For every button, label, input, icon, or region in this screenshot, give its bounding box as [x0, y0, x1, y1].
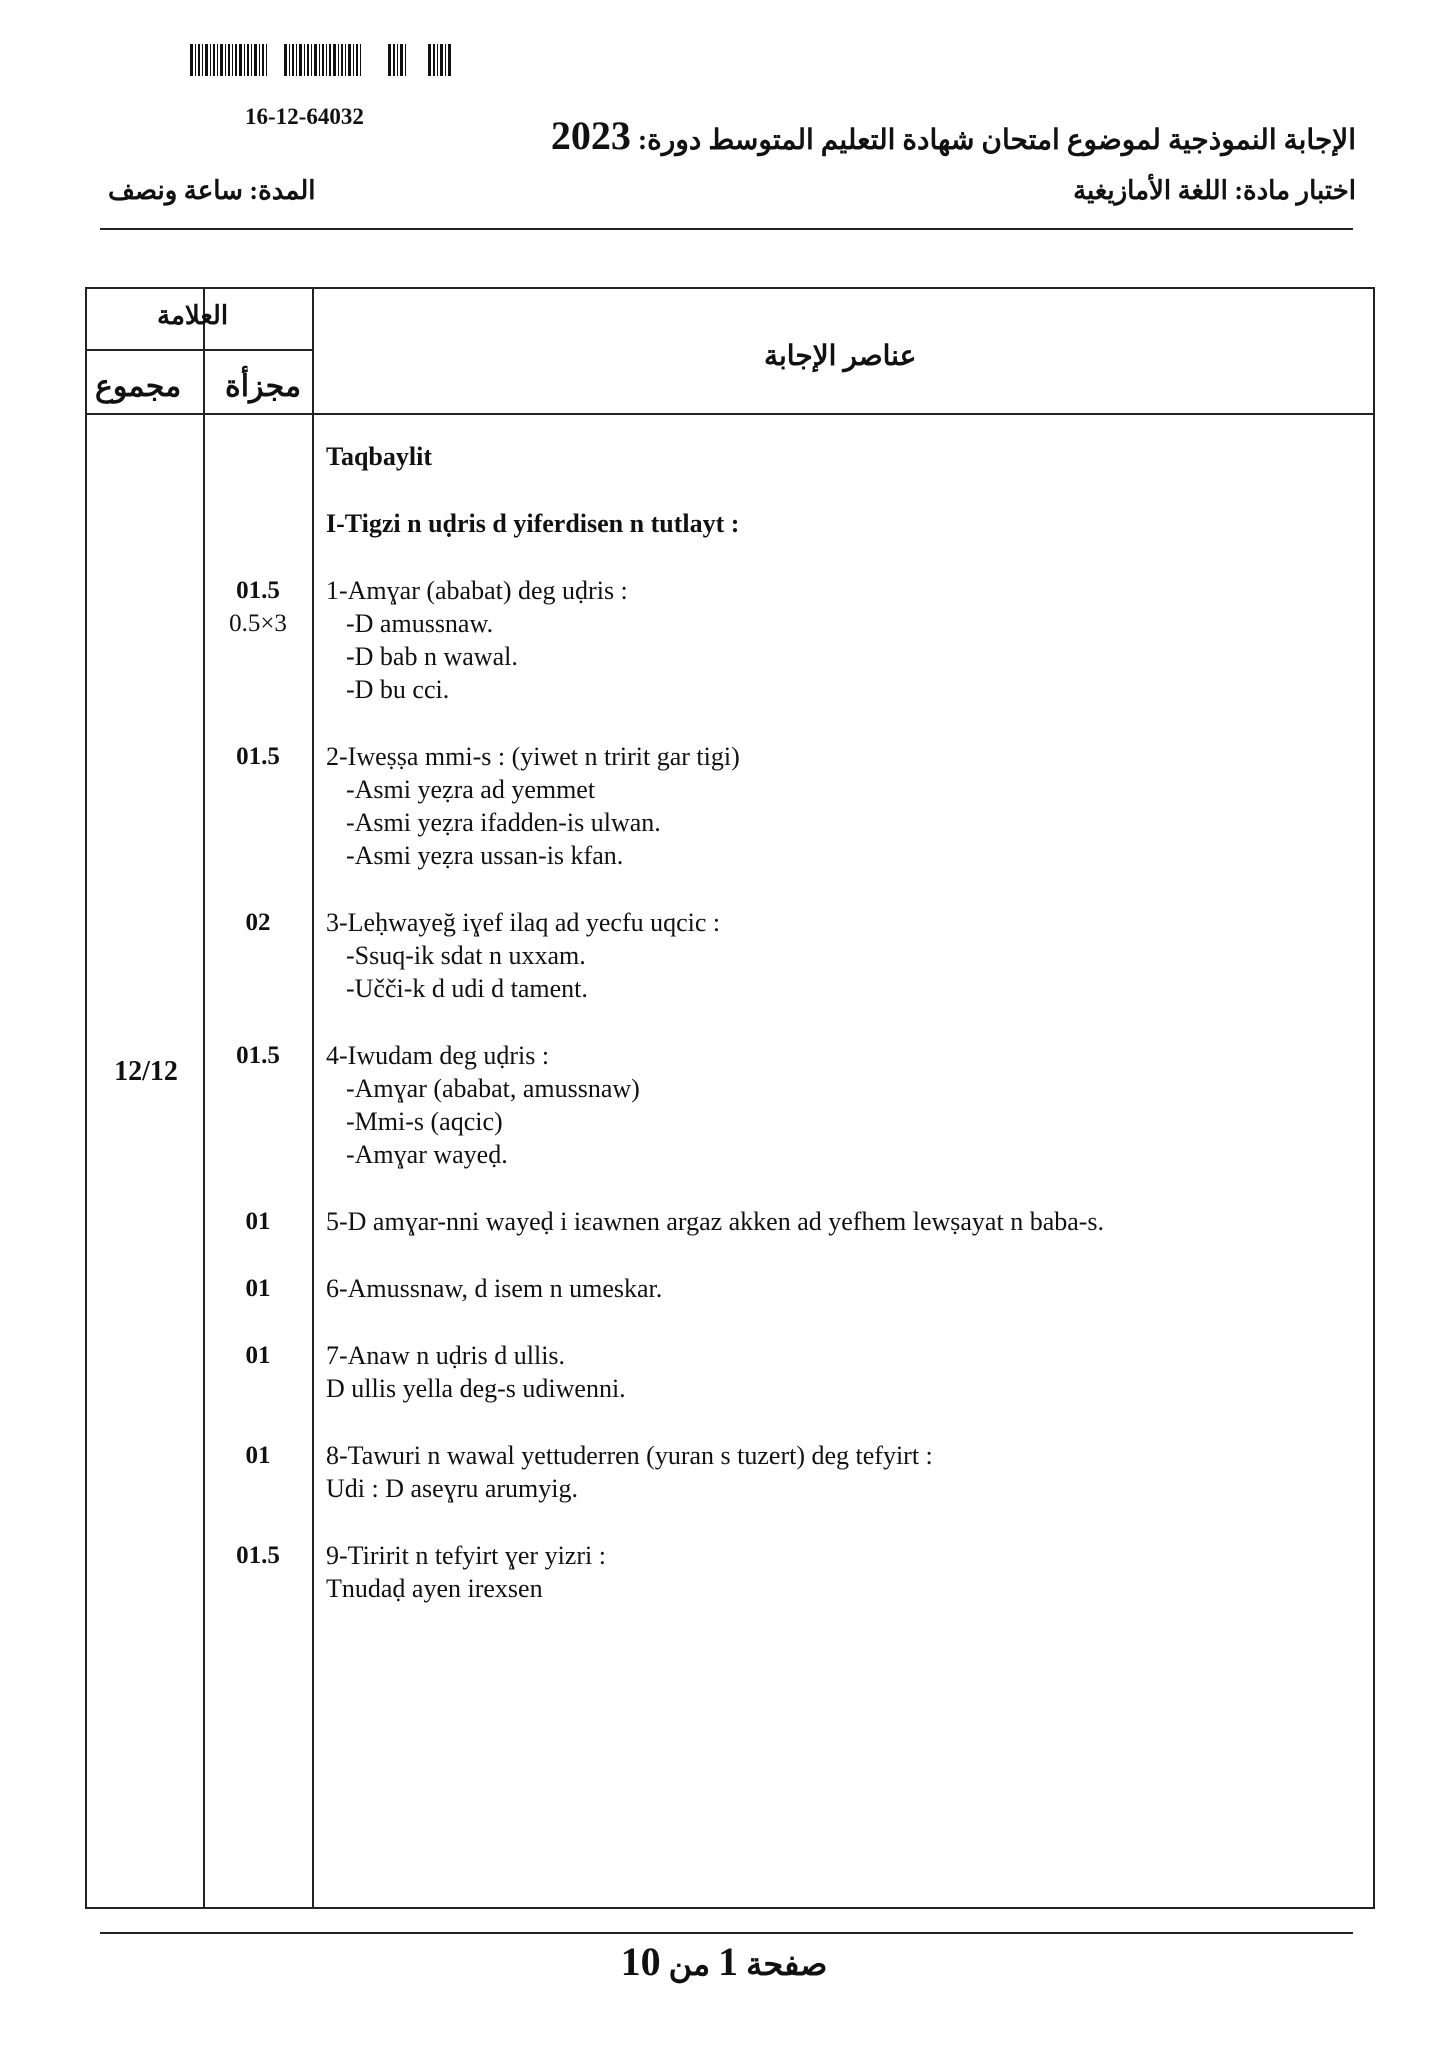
partial-mark-value: 01 — [245, 1342, 271, 1369]
partial-mark-breakdown: 0.5×3 — [229, 610, 287, 637]
partial-mark — [208, 574, 308, 640]
partial-header: مجزأة — [225, 370, 302, 403]
answer-line: 2-Iweṣṣa mmi-s : (yiwet n tririt gar tigi) — [326, 742, 740, 771]
partial-mark-value: 02 — [245, 909, 271, 936]
total-score: 12/12 — [114, 1056, 178, 1087]
partial-mark — [208, 906, 308, 939]
total-pages: 10 — [620, 1939, 661, 1984]
answer-line: D ullis yella deg-s udiwenni. — [326, 1374, 626, 1403]
answer-detail-line: -Asmi yeẓra ussan-is kfan. — [346, 841, 624, 870]
answer-line: 3-Leḥwayeğ iɣef ilaq ad yecfu uqcic : — [326, 908, 721, 937]
answer-detail-line: -Asmi yeẓra ad yemmet — [346, 775, 596, 804]
partial-mark-value: 01.5 — [236, 1042, 280, 1069]
title-text: الإجابة النموذجية لموضوع امتحان شهادة التعليم المتوسط دورة: — [637, 125, 1356, 156]
spacer — [326, 473, 1356, 507]
answer-line: 9-Tiririt n tefyirt ɣer yizri : — [326, 1541, 606, 1570]
answer-line: I-Tigzi n uḍris d yiferdisen n tutlayt : — [326, 509, 740, 538]
answer-detail-line: -D amussnaw. — [346, 609, 494, 638]
of-word: من — [668, 1946, 711, 1982]
page-word: صفحة — [746, 1946, 828, 1982]
answer-line: Taqbaylit — [326, 442, 432, 471]
column-divider — [312, 289, 314, 1907]
partial-mark-value: 01.5 — [236, 743, 280, 770]
partial-mark-value: 01.5 — [236, 1542, 280, 1569]
answer-line: 4-Iwudam deg uḍris : — [326, 1041, 550, 1070]
partial-mark-value: 01 — [245, 1442, 271, 1469]
header-row-divider — [87, 349, 312, 351]
answer-detail-line: -D bu cci. — [346, 675, 450, 704]
partial-mark — [208, 740, 308, 773]
partial-mark — [208, 1205, 308, 1238]
page-title — [551, 112, 1356, 159]
answer-detail-line: -Mmi-s (aqcic) — [346, 1107, 503, 1136]
answer-detail-line: -Amɣar wayeḍ. — [346, 1140, 508, 1169]
answer-detail-line: -D bab n wawal. — [346, 642, 518, 671]
partial-mark — [208, 1439, 308, 1472]
spacer — [326, 1505, 1356, 1539]
spacer — [326, 872, 1356, 906]
spacer — [326, 1305, 1356, 1339]
partial-mark-value: 01 — [245, 1275, 271, 1302]
footer-divider — [100, 1932, 1353, 1934]
answer-detail-line: -Asmi yeẓra ifadden-is ulwan. — [346, 808, 661, 837]
column-divider — [203, 289, 205, 1907]
header-bottom-divider — [87, 413, 1373, 415]
page-number — [0, 1938, 1448, 1985]
answer-header: عناصر الإجابة — [764, 341, 917, 372]
total-header: مجموع — [95, 370, 182, 403]
spacer — [326, 1405, 1356, 1439]
answer-detail-line: -Ssuq-ik sdat n uxxam. — [346, 941, 586, 970]
mark-header: العلامة — [157, 301, 229, 330]
answer-line: 1-Amɣar (ababat) deg uḍris : — [326, 576, 628, 605]
answer-line: Udi : D aseɣru arumyig. — [326, 1474, 579, 1503]
answer-line: 6-Amussnaw, d isem n umeskar. — [326, 1274, 663, 1303]
exam-code: 16-12-64032 — [245, 104, 364, 129]
spacer — [326, 1171, 1356, 1205]
answer-detail-line: -Uččі-k d udi d tament. — [346, 974, 588, 1003]
answer-line: 7-Anaw n uḍris d ullis. — [326, 1341, 566, 1370]
answer-elements — [326, 440, 1356, 1605]
spacer — [326, 706, 1356, 740]
partial-mark — [208, 1539, 308, 1572]
subject-label: اختبار مادة: اللغة الأمازيغية — [1073, 176, 1356, 205]
current-page: 1 — [718, 1939, 739, 1984]
partial-mark — [208, 1039, 308, 1072]
header-divider — [100, 228, 1353, 230]
spacer — [326, 1005, 1356, 1039]
barcode-image — [190, 44, 452, 76]
answer-line: 5-D amɣar-nni wayeḍ i iɛawnen argaz akken ad yefhem lewṣayat n baba-s. — [326, 1207, 1105, 1236]
partial-mark-value: 01 — [245, 1208, 271, 1235]
spacer — [326, 1238, 1356, 1272]
answer-line: 8-Tawuri n wawal yettuderren (yuran s tuzert) deg tefyirt : — [326, 1441, 933, 1470]
partial-mark — [208, 1339, 308, 1372]
spacer — [326, 540, 1356, 574]
exam-year: 2023 — [550, 113, 631, 158]
answer-detail-line: -Amɣar (ababat, amussnaw) — [346, 1074, 640, 1103]
partial-mark — [208, 1272, 308, 1305]
duration-label: المدة: ساعة ونصف — [108, 176, 316, 205]
partial-mark-value: 01.5 — [236, 577, 280, 604]
answer-line: Tnudaḍ ayen irexsen — [326, 1574, 543, 1603]
